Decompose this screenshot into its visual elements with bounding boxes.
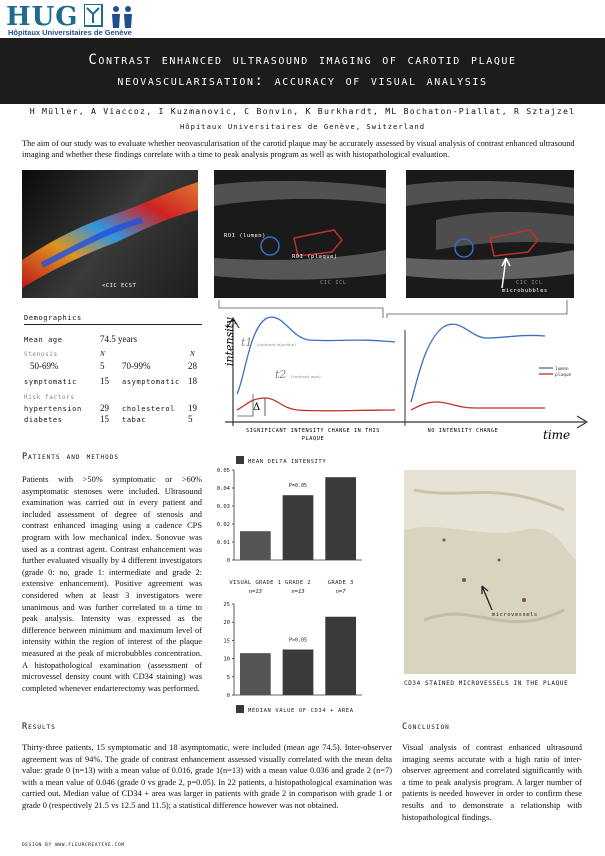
results-paragraph: Thirty-three patients, 15 symptomatic and 18 asymptomatic, were included (mean age 74.5). Inter-observer agreement was of 94%. The grade of contrast enhancement assessed visually correlated with the mean delta value: grade 0 (n=13) with a mean value of 0.016, grade 1(n=13) with a mean value 0.036 and grade 2 (n=7) with a mean value of 0.046 (grade 0 vs grade 2, p=0.05). In 22 patients, a histopathological examination was carried out. Median value of CD34 + area was larger in patients with grade 2 in comparison with grade 1 or grade 0 (respectively 21.5 vs 12.5 and 11.5); a statistical difference however was not obtained. xyxy=(22,743,392,810)
stenosis-50-label: 50-69% xyxy=(30,361,59,371)
n-header-1: N xyxy=(100,350,105,358)
y-tick-label: 0.04 xyxy=(216,486,230,492)
delta-label: Δ xyxy=(253,402,261,413)
stenosis-70-n: 28 xyxy=(188,361,197,371)
logo-emblem-icon xyxy=(84,4,144,30)
legend-lumen-label: lumen xyxy=(555,367,569,372)
caption-right: no intensity change xyxy=(427,428,499,434)
bar xyxy=(283,650,314,696)
microbubbles-ultrasound-image xyxy=(406,170,574,298)
affiliation: Hôpitaux Universitaires de Genève, Switzerland xyxy=(179,122,426,131)
demographics-title: Demographics xyxy=(24,314,82,322)
mean-age-value: 74.5 years xyxy=(100,334,137,344)
conclusion-heading: Conclusion xyxy=(402,722,450,732)
logo-text: HUG xyxy=(6,2,79,32)
bar xyxy=(240,653,271,695)
authors: H Müller, A Viaccoz, I Kuzmanovic, C Bonvin, K Burkhardt, ML Bochaton-Piallat, R Sztajzel xyxy=(29,106,576,116)
connector-line-left xyxy=(219,300,383,318)
microbubbles-graphic xyxy=(406,170,574,298)
y-tick-label: 15 xyxy=(223,638,230,645)
intensity-curve-diagram xyxy=(205,298,600,448)
bar xyxy=(325,477,356,560)
y-tick-label: 0.03 xyxy=(216,504,230,510)
hypertension-label: hypertension xyxy=(24,405,82,413)
risk-factors-label: Risk factors xyxy=(24,394,75,401)
tabac-label: tabac xyxy=(122,416,147,424)
roi-cic-label: CIC ICL xyxy=(320,280,347,286)
diabetes-label: diabetes xyxy=(24,416,63,424)
n-label: n=13 xyxy=(291,589,305,595)
plaque-curve-left xyxy=(237,398,395,411)
y-tick-label: 0 xyxy=(226,558,230,564)
intensity-axis-label: intensity xyxy=(223,317,236,366)
caption-left-line2: PLAQUE xyxy=(301,436,325,442)
legend-swatch xyxy=(236,705,244,713)
asymptomatic-label: asymptomatic xyxy=(122,378,180,386)
roi-plaque-label: ROI (plaque) xyxy=(292,254,338,260)
significance-label: P>0.05 xyxy=(288,637,308,644)
y-tick-label: 20 xyxy=(223,620,230,627)
poster-title-line2: neovascularisation: accuracy of visual analysis xyxy=(117,73,488,89)
cholesterol-n: 19 xyxy=(188,403,197,413)
doppler-label: <CIC ECST xyxy=(102,283,137,289)
roi-ultrasound-image xyxy=(214,170,386,298)
cholesterol-label: cholesterol xyxy=(122,405,175,413)
y-tick-label: 0.02 xyxy=(216,522,230,528)
conclusion-paragraph: Visual analysis of contrast enhanced ultrasound imaging seems accurate with a high ratio of inter-observer agreement and correlated significantly with a time to peak analysis program. A larger number of patients is needed however in order to confirm these results and to demonstrate a relationship with histopathological findings. xyxy=(402,743,582,822)
y-tick-label: 0 xyxy=(226,693,230,699)
caption-left-line1: SIGNIFICANT INTENSITY CHANGE IN THIS xyxy=(245,428,381,434)
connector-line-right xyxy=(387,300,567,318)
t2-label: t2 xyxy=(275,368,287,381)
diabetes-n: 15 xyxy=(100,414,109,424)
stenosis-70-label: 70-99% xyxy=(122,361,151,371)
y-tick-label: 0.05 xyxy=(216,468,230,474)
histology-graphic xyxy=(404,470,576,674)
footer-credit: DESIGN BY WWW.FLEURCREATIVE.COM xyxy=(22,843,125,848)
legend-label: MEAN DELTA INTENSITY xyxy=(248,459,327,465)
poster-title-line1: Contrast enhanced ultrasound imaging of carotid plaque xyxy=(88,52,517,68)
n-label: n=7 xyxy=(335,589,346,595)
x-tick-label: GRADE 3 xyxy=(327,580,354,586)
methods-heading: Patients and methods xyxy=(22,452,119,462)
tabac-n: 5 xyxy=(188,414,193,424)
bar xyxy=(325,617,356,695)
mean-delta-bar-chart xyxy=(212,454,392,600)
doppler-image xyxy=(22,170,198,298)
significance-label: P=0.05 xyxy=(288,483,308,490)
cd34-bar-chart xyxy=(212,594,392,720)
bubbles-cic-label: CIC ICL xyxy=(516,280,543,286)
y-tick-label: 25 xyxy=(223,602,230,608)
y-tick-label: 10 xyxy=(223,656,230,663)
roi-lumen-label: ROI (lumen) xyxy=(224,233,266,239)
legend-swatch xyxy=(236,456,244,464)
t1-note: (contrast injection) xyxy=(257,342,296,347)
bar xyxy=(283,495,314,560)
t2-note: (contrast max) xyxy=(291,374,321,379)
t1-label: t1 xyxy=(241,336,253,349)
cd34-caption: CD34 STAINED MICROVESSELS IN THE PLAQUE xyxy=(404,680,569,687)
mean-age-label: Mean age xyxy=(24,336,63,344)
x-tick-label: VISUAL GRADE 1 xyxy=(229,580,282,586)
symptomatic-label: symptomatic xyxy=(24,378,77,386)
microbubbles-label: microbubbles xyxy=(502,288,548,294)
title-banner xyxy=(0,38,605,104)
lumen-curve-right xyxy=(411,324,545,402)
lumen-curve-left xyxy=(237,317,395,394)
results-heading: Results xyxy=(22,722,56,732)
time-axis-label: time xyxy=(543,428,571,442)
n-label: n=13 xyxy=(248,589,262,595)
y-tick-label: 5 xyxy=(226,674,230,681)
cd34-histology-image xyxy=(404,470,576,674)
legend-label: MEDIAN VALUE OF CD34 + AREA xyxy=(248,708,354,714)
asymptomatic-n: 18 xyxy=(188,376,197,386)
hug-logo xyxy=(4,2,144,38)
stenosis-50-n: 5 xyxy=(100,361,105,371)
logo-subtitle: Hôpitaux Universitaires de Genève xyxy=(8,28,132,37)
legend-plaque-label: plaque xyxy=(555,373,572,378)
x-tick-label: GRADE 2 xyxy=(285,580,311,586)
doppler-flow-graphic xyxy=(22,170,198,298)
bar xyxy=(240,531,271,560)
microvessels-label: microvessels xyxy=(492,612,538,618)
aim-paragraph: The aim of our study was to evaluate whether neovascularisation of the carotid plaque may be accurately assessed by visual analysis of contrast enhanced ultrasound imaging and whether these findings correlate with a time to peak analysis program as well as with histopathological evaluation. xyxy=(22,139,575,159)
methods-paragraph: Patients with >50% symptomatic or >60% asymptomatic stenoses were included. Ultrasound examination was carried out in every patient and included assessment of degree of stenosis and contrast enhanced imaging using a cadence CPS program with low mechanical index. Sonovue was used as a contrast agent. Contrast enhancement was further evaluated visually by 4 different investigators (grade 0: no, grade 1: intermediate and grade 2: extensive enhancement). Positive agreement was considered when at least 3 investigators were unanimous and was further correlated to a time to peak analysis. Intensity was expressed as the difference between minimum and maximum level of intensity within the region of interest of the plaque measured at the peak of microbubbles concentration. A histopathological examination (assessment of microvessel density count with CD34 staining) was completed whenever endarterectomy was performed. xyxy=(22,475,202,693)
plaque-curve-right xyxy=(411,402,545,410)
hypertension-n: 29 xyxy=(100,403,109,413)
symptomatic-n: 15 xyxy=(100,376,109,386)
y-tick-label: 0.01 xyxy=(216,540,230,546)
stenosis-label: Stenosis xyxy=(24,351,58,358)
n-header-2: N xyxy=(190,350,195,358)
